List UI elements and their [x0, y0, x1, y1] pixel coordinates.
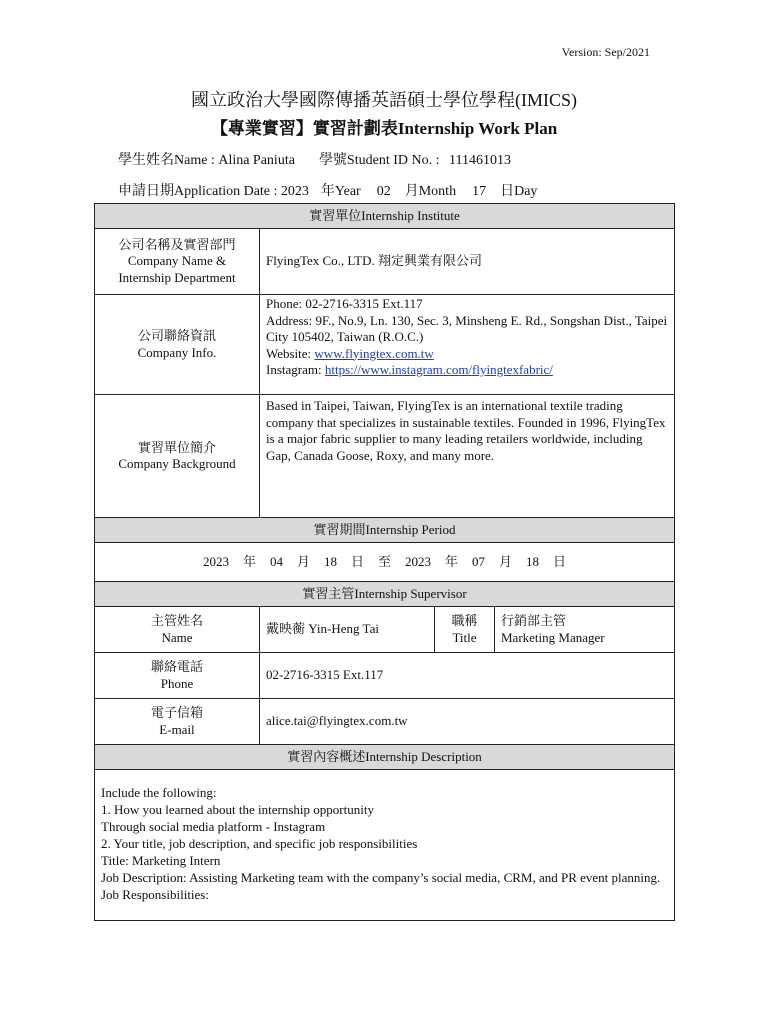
period-start-month-unit: 月 [296, 553, 310, 569]
company-info-label [95, 295, 260, 395]
institute-header: 實習單位Internship Institute [95, 204, 675, 229]
company-background-label [95, 395, 260, 518]
description-header: 實習內容概述Internship Description [95, 745, 675, 770]
website-label: Website: [266, 345, 315, 361]
application-month: 02 [376, 184, 391, 199]
company-info-label-zh: 公司聯絡資訊 [137, 328, 216, 343]
company-website-line [266, 346, 668, 363]
description-line: Title: Marketing Intern [101, 853, 221, 868]
company-address: Address: 9F., No.9, Ln. 130, Sec. 3, Minsheng E. Rd., Songshan Dist., Taipei City 105402, Taiwan (R.O.C.) [266, 312, 668, 344]
application-month-unit: 月Month [404, 184, 457, 199]
company-background-value: Based in Taipei, Taiwan, FlyingTex is an international textile trading company that specializes in sustainable textiles. Founded in 1996, FlyingTex is a major fabric supplier to many leading retailers worldwide, including Gap, Canada Goose, Roxy, and many more. [260, 395, 675, 518]
application-year-unit: 年Year [320, 184, 361, 199]
company-name-label [95, 229, 260, 295]
company-info-label-en: Company Info. [137, 344, 217, 360]
description-body [95, 770, 675, 921]
application-day: 17 [472, 184, 487, 199]
supervisor-title-zh: 行銷部主管 [501, 613, 567, 628]
application-date-row [118, 180, 537, 200]
application-year: 2023 [280, 184, 309, 199]
supervisor-name-value: 戴映蘅 Yin-Heng Tai [260, 607, 435, 653]
description-line: Job Description: Assisting Marketing team with the company’s social media, CRM, and PR event planning. [101, 870, 661, 885]
supervisor-name-label-en: Name [161, 629, 193, 645]
supervisor-name-label-zh: 主管姓名 [150, 613, 203, 628]
company-info-value [260, 295, 675, 395]
student-name-label: 學生姓名Name : [118, 153, 219, 168]
student-id: 111461013 [449, 153, 511, 168]
internship-period-value [95, 543, 675, 582]
supervisor-email-label [95, 699, 260, 745]
supervisor-email-value: alice.tai@flyingtex.com.tw [260, 699, 675, 745]
period-start-year: 2023 [202, 553, 229, 569]
document-subtitle: 【專業實習】實習計劃表Internship Work Plan [210, 119, 558, 138]
description-line: Through social media platform - Instagram [101, 819, 326, 834]
supervisor-phone-value: 02-2716-3315 Ext.117 [260, 653, 675, 699]
supervisor-title-en: Marketing Manager [501, 629, 605, 645]
company-background-label-en: Company Background [118, 456, 236, 471]
period-to: 至 [378, 553, 392, 569]
period-start-month: 04 [269, 553, 283, 569]
supervisor-title-label [435, 607, 495, 653]
period-header: 實習期間Internship Period [95, 518, 675, 543]
supervisor-phone-label-en: Phone [160, 675, 194, 691]
company-instagram-line [266, 362, 668, 379]
supervisor-phone-label [95, 653, 260, 699]
document-title: 國立政治大學國際傳播英語碩士學位學程(IMICS) [191, 90, 577, 110]
supervisor-header: 實習主管Internship Supervisor [95, 582, 675, 607]
company-name-label-zh: 公司名稱及實習部門 [118, 236, 236, 252]
student-info-row [118, 149, 511, 169]
supervisor-phone-label-zh: 聯絡電話 [150, 659, 203, 674]
description-line: 1. How you learned about the internship opportunity [101, 802, 374, 817]
description-line: 2. Your title, job description, and specific job responsibilities [101, 836, 418, 851]
period-end-month: 07 [472, 553, 486, 569]
company-background-label-zh: 實習單位簡介 [137, 439, 216, 455]
period-start-day-unit: 日 [350, 553, 364, 569]
supervisor-title-label-en: Title [452, 629, 477, 645]
company-name-value: FlyingTex Co., LTD. 翔定興業有限公司 [260, 229, 675, 295]
period-end-month-unit: 月 [499, 553, 513, 569]
work-plan-table [94, 203, 675, 921]
application-day-unit: 日Day [500, 184, 538, 199]
version-label: Version: Sep/2021 [561, 45, 650, 59]
instagram-label: Instagram: [266, 362, 325, 377]
student-id-label: 學號Student ID No. : [318, 153, 440, 168]
company-website-link[interactable]: www.flyingtex.com.tw [314, 345, 434, 361]
application-date-label: 申請日期Application Date : [118, 184, 281, 199]
student-name: Alina Paniuta [218, 153, 295, 168]
period-end-day-unit: 日 [553, 553, 567, 569]
description-line: Include the following: [101, 785, 217, 800]
period-end-day: 18 [526, 553, 540, 569]
company-name-label-en: Company Name & Internship Department [118, 253, 236, 285]
period-start-year-unit: 年 [242, 553, 256, 569]
period-end-year-unit: 年 [445, 553, 459, 569]
supervisor-name-label [95, 607, 260, 653]
company-instagram-link[interactable]: https://www.instagram.com/flyingtexfabric/ [324, 362, 553, 377]
period-end-year: 2023 [405, 553, 432, 569]
period-start-day: 18 [323, 553, 337, 569]
description-line: Job Responsibilities: [101, 887, 209, 902]
supervisor-title-value [495, 607, 675, 653]
supervisor-email-label-zh: 電子信箱 [150, 705, 203, 720]
supervisor-title-label-zh: 職稱 [451, 613, 478, 628]
company-phone: Phone: 02-2716-3315 Ext.117 [266, 296, 423, 311]
supervisor-email-label-en: E-mail [159, 721, 195, 737]
